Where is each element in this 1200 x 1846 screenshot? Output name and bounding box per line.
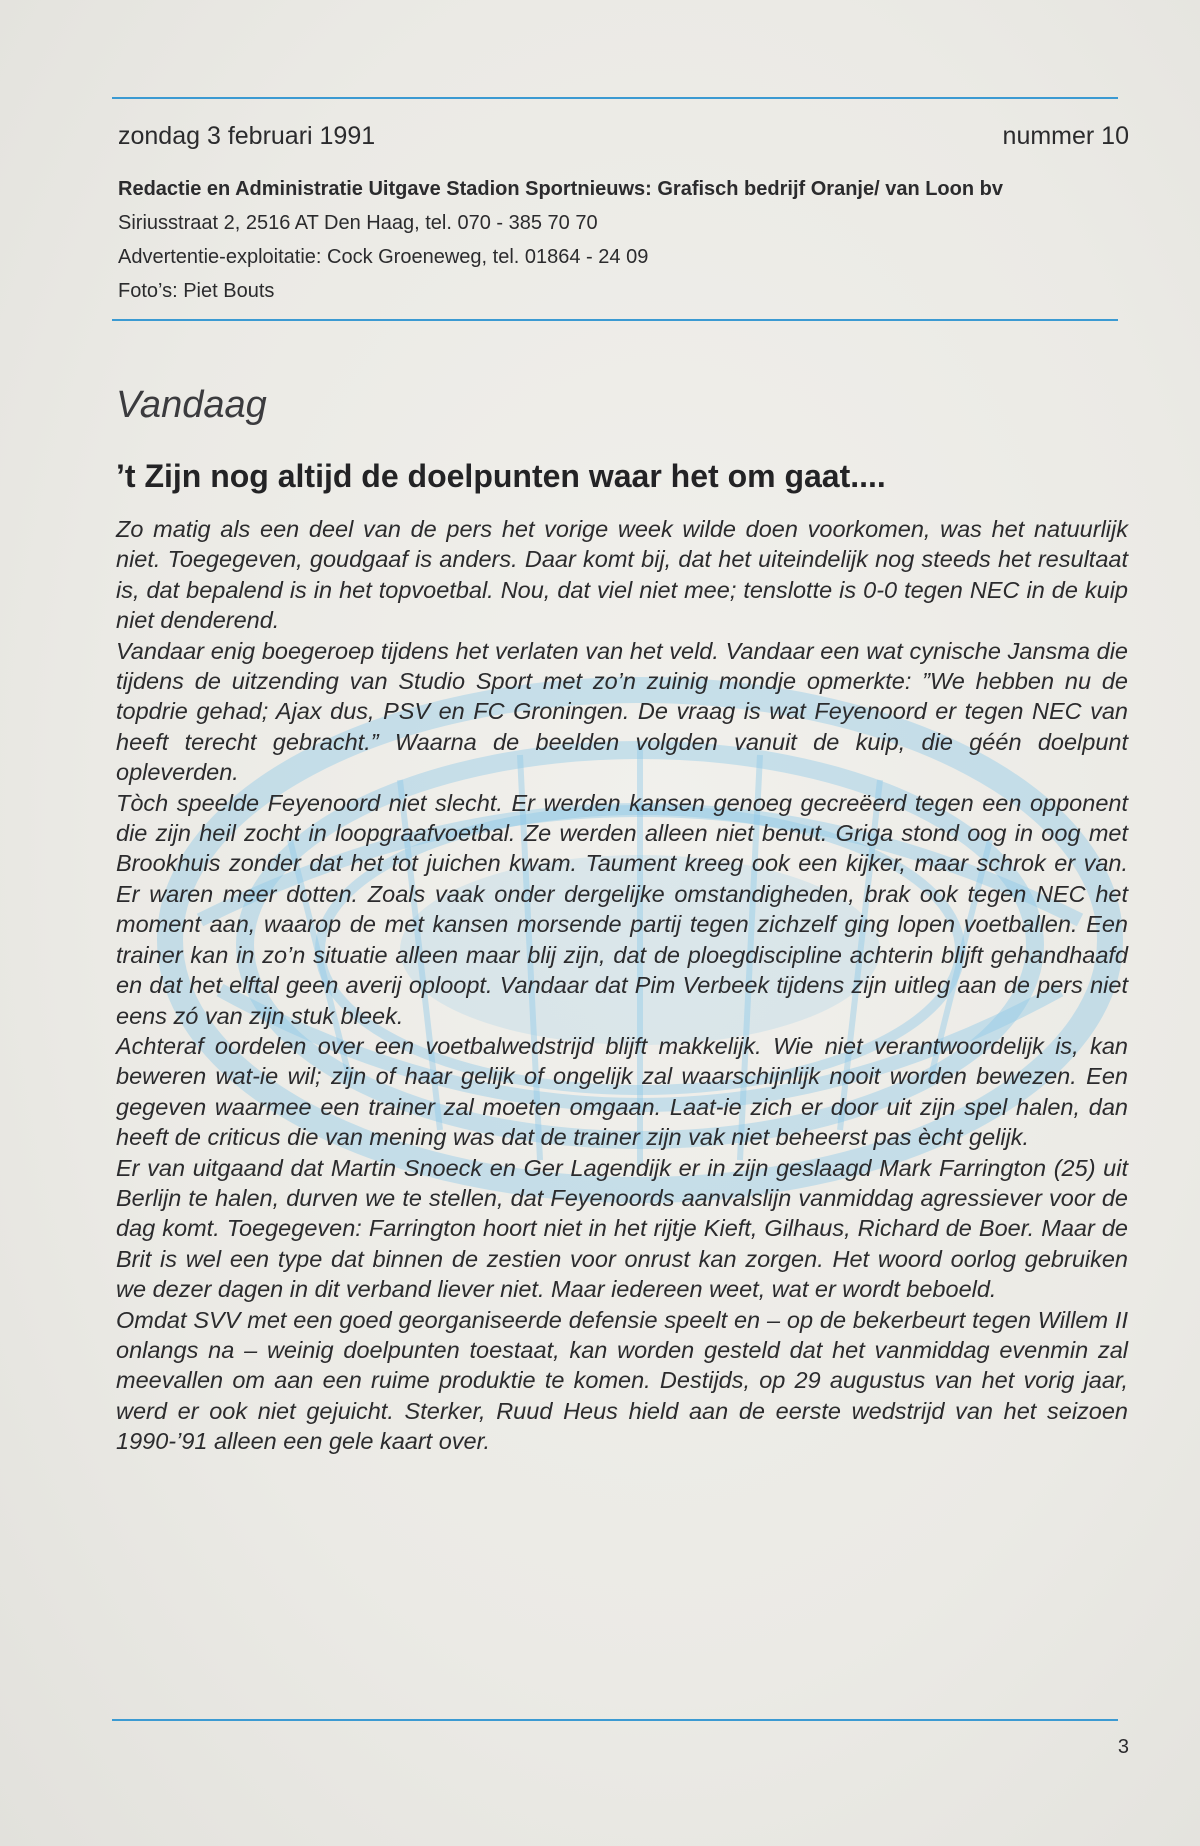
article-paragraph: Vandaar enig boegeroep tijdens het verlaten van het veld. Vandaar een wat cynische Jansma die tijdens de uitzending van Studio Sport met zo’n zuinig mondje opmerkte: ”We hebben nu de topdrie gehad; Ajax dus, PSV en FC Groningen. De vraag is wat Feyenoord er tegen NEC van heeft terecht gebracht.” Waarna de beelden volgden vanuit de kuip, die géén doelpunt opleverden.: [116, 637, 1128, 786]
footer-rule: [112, 1719, 1118, 1721]
article-paragraph: Er van uitgaand dat Martin Snoeck en Ger Lagendijk er in zijn geslaagd Mark Farrington (25) uit Berlijn te halen, durven we te stellen, dat Feyenoords aanvalslijn vanmiddag agressiever voor de dag komt. Toegegeven: Farrington hoort niet in het rijtje Kieft, Gilhaus, Richard de Boer. Maar de Brit is wel een type dat binnen de zestien voor onrust kan zorgen. Het woord oorlog gebruiken we dezer dagen in dit verband liever niet. Maar iedereen weet, wat er wordt beboeld.: [116, 1154, 1128, 1303]
article-paragraph: Tòch speelde Feyenoord niet slecht. Er werden kansen genoeg gecreëerd tegen een opponent die zijn heil zocht in loopgraafvoetbal. Ze werden alleen niet benut. Griga stond oog in oog met Brookhuis zonder dat het tot juichen kwam. Taument kreeg ook een kijker, maar schrok er van. Er waren meer dotten. Zoals vaak onder dergelijke omstandigheden, brak ook tegen NEC het moment aan, waarop de met kansen morsende partij tegen zichzelf ging lopen voetballen. Een trainer kan in zo’n situatie alleen maar blij zijn, dat de ploegdiscipline achterin blijft gehandhaafd en dat het elftal geen averij oploopt. Vandaar dat Pim Verbeek tijdens zijn uitleg aan de pers niet eens zó van zijn stuk bleek.: [116, 789, 1128, 1029]
address-line: Siriusstraat 2, 2516 AT Den Haag, tel. 070 - 385 70 70: [118, 212, 598, 234]
article-body: [116, 514, 1128, 1457]
photo-credit-line: Foto’s: Piet Bouts: [118, 280, 275, 302]
top-rule: [112, 97, 1118, 99]
section-title: Vandaag: [116, 384, 267, 426]
issue-date: zondag 3 februari 1991: [118, 122, 376, 150]
credits-block: [118, 172, 1128, 308]
article-paragraph: Achteraf oordelen over een voetbalwedstrijd blijft makkelijk. Wie niet verantwoordelijk is, kan beweren wat-ie wil; zijn of haar gelijk of ongelijk zal waarschijnlijk nooit worden bewezen. Een gegeven waarmee een trainer zal moeten omgaan. Laat-ie zich er door uit zijn spel halen, dan heeft de criticus die van mening was dat de trainer zijn vak niet beheerst pas ècht gelijk.: [116, 1032, 1128, 1151]
advertising-line: Advertentie-exploitatie: Cock Groeneweg, tel. 01864 - 24 09: [118, 246, 649, 268]
article-headline: ’t Zijn nog altijd de doelpunten waar het om gaat....: [116, 458, 886, 494]
publisher-line: Redactie en Administratie Uitgave Stadion Sportnieuws: Grafisch bedrijf Oranje/ van Loon bv: [118, 178, 1003, 200]
article-paragraph: Omdat SVV met een goed georganiseerde defensie speelt en – op de bekerbeurt tegen Willem II onlangs na – weinig doelpunten toestaat, kan worden gesteld dat het vanmiddag evenmin zal meevallen om aan een ruime produktie te komen. Destijds, op 29 augustus van het vorig jaar, werd er ook niet gejuicht. Sterker, Ruud Heus hield aan de eerste wedstrijd van het seizoen 1990-’91 alleen een gele kaart over.: [116, 1306, 1128, 1455]
article-paragraph: Zo matig als een deel van de pers het vorige week wilde doen voorkomen, was het natuurlijk niet. Toegegeven, goudgaaf is anders. Daar komt bij, dat het uiteindelijk nog steeds het resultaat is, dat bepalend is in het topvoetbal. Nou, dat viel niet mee; tenslotte is 0-0 tegen NEC in de kuip niet denderend.: [116, 516, 1128, 634]
page-number: 3: [1117, 1736, 1129, 1758]
header-rule: [112, 319, 1118, 321]
issue-number: nummer 10: [1002, 122, 1129, 150]
